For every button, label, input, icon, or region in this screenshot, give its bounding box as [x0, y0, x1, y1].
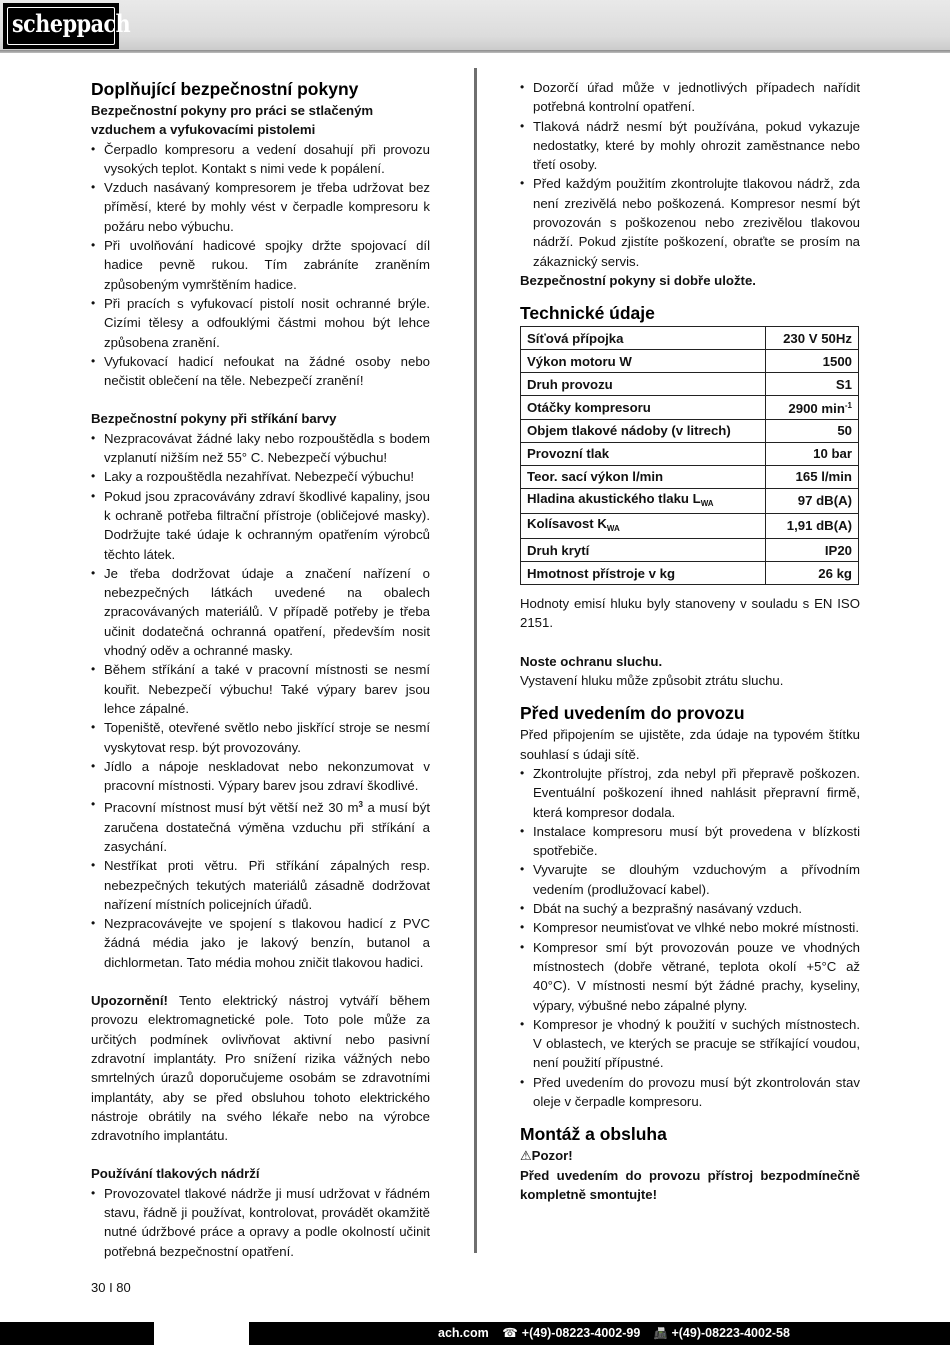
list-item: • Nestříkat proti větru. Při stříkání zápalných resp. nebezpečných tekutých materiálů zásadně dodržovat nařízení místních policejních úřadů.	[91, 856, 430, 914]
spec-row	[521, 562, 859, 585]
spec-value-text: 230 V 50Hz	[783, 330, 852, 346]
spec-label-subscript: WA	[700, 498, 714, 508]
spec-value-superscript: -1	[844, 401, 852, 411]
spec-row	[521, 350, 859, 373]
spec-value	[766, 465, 859, 488]
list-item-room-size	[91, 795, 430, 856]
list-item: • Dozorčí úřad může v jednotlivých případech nařídit potřebná kontrolní opatření.	[520, 78, 860, 117]
spec-value-text: 2900 min	[788, 401, 845, 417]
warning-label: Upozornění!	[91, 993, 168, 1009]
page-number: 30 I 80	[91, 1280, 131, 1295]
spec-label	[521, 539, 766, 562]
spec-label-text: Provozní tlak	[527, 445, 610, 461]
section-title-before-start: Před uvedením do provozu	[520, 703, 745, 724]
list-item: • Zkontrolujte přístroj, zda nebyl při přepravě poškozen. Eventuální poškození ihned nahlásit přepravní firmě, která kompresor dodala.	[520, 764, 860, 822]
spec-label	[521, 442, 766, 465]
footer-gap	[154, 1322, 249, 1345]
subtitle-pressure-tanks: Používání tlakových nádrží	[91, 1166, 260, 1182]
list-item: • Před každým použitím zkontrolujte tlakovou nádrž, zda není zrezivělá nebo poškozená. Kompresor nesmí být provozován s poškozenou nebo zrezivělou tlakovou nádrží. Pokud zjistíte poškození, obraťte se prosím na zákaznický servis.	[520, 174, 860, 270]
spec-value	[766, 327, 859, 350]
list-pressure-tanks	[91, 1184, 430, 1261]
spec-value-text: 1,91 dB(A)	[786, 518, 852, 534]
list-before-start	[520, 764, 860, 1111]
list-item: • Vzduch nasávaný kompresorem je třeba udržovat bez příměsí, které by mohly vést v čerpadle kompresoru k požáru nebo výbuchu.	[91, 178, 430, 236]
list-item: • Pokud jsou zpracovávány zdraví škodlivé kapaliny, jsou k ochraně potřeba filtrační přístroje (obličejové masky). Dodržujte také údaje k ochranným opatřením výrobců těchto látek.	[91, 487, 430, 564]
spec-value-text: 26 kg	[818, 565, 852, 581]
room-text-a: Pracovní místnost musí být větší než 30 m	[104, 800, 359, 816]
hearing-protection-text: Vystavení hluku může způsobit ztrátu sluchu.	[520, 673, 784, 689]
spec-row	[521, 396, 859, 419]
spec-label	[521, 327, 766, 350]
spec-value-text: IP20	[824, 542, 852, 558]
list-item: • Laky a rozpouštědla nezahřívat. Nebezpečí výbuchu!	[91, 467, 430, 486]
spec-label-subscript: WA	[606, 523, 620, 533]
spec-row	[521, 442, 859, 465]
spec-label-text: Hmotnost přístroje v kg	[527, 565, 676, 581]
left-column	[91, 78, 430, 1261]
list-item: • Při uvolňování hadicové spojky držte spojovací díl hadice pevně rukou. Tím zabráníte zraněním způsobeným vymrštěním hadice.	[91, 236, 430, 294]
list-item: • Při pracích s vyfukovací pistolí nosit ochranné brýle. Cizími tělesy a odfouklými částmi mohou být lehce způsobena zranění.	[91, 294, 430, 352]
footer-phone: +(49)-08223-4002-99	[521, 1326, 641, 1340]
spec-label	[521, 396, 766, 419]
spec-label-text: Kolísavost K	[527, 515, 607, 531]
emission-text: Hodnoty emisí hluku byly stanoveny v souladu s EN ISO 2151.	[520, 596, 860, 631]
warning-text: Tento elektrický nástroj vytváří během provozu elektromagnetické pole. Toto pole může za určitých podmínek ovlivňovat aktivní nebo pasivní zdravotní implantáty. Pro snížení rizika vážných nebo smrtelných úrazů doporučujeme osobám se zdravotními implantáty, aby se před obsluhou tohoto elektrického nástroje obrátily na svého lékaře nebo na výrobce zdravotního implantátu.	[91, 993, 430, 1144]
list-item: • Nezpracovávat žádné laky nebo rozpouštědla s bodem vzplanutí nižším než 55° C. Nebezpečí výbuchu!	[91, 429, 430, 468]
spec-row	[521, 488, 859, 513]
spec-label-text: Druh krytí	[527, 542, 590, 558]
spec-label-text: Síťová přípojka	[527, 330, 624, 346]
list-item: • Dbát na suchý a bezprašný nasávaný vzduch.	[520, 899, 860, 918]
section-title-safety: Doplňující bezpečnostní pokyny	[91, 79, 359, 99]
list-item: • Čerpadlo kompresoru a vedení dosahují při provozu vysokých teplot. Kontakt s nimi vede k popálení.	[91, 140, 430, 179]
list-item: • Vyfukovací hadicí nefoukat na žádné osoby nebo nečistit oblečení na těle. Nebezpečí zranění!	[91, 352, 430, 391]
warning-paragraph	[91, 991, 430, 1145]
hearing-protection-heading	[520, 652, 860, 671]
list-paint-spraying	[91, 429, 430, 972]
spec-label-text: Hladina akustického tlaku L	[527, 490, 701, 506]
spec-label	[521, 373, 766, 396]
list-item: • Tlaková nádrž nesmí být používána, pokud vykazuje nedostatky, které by mohly ohrozit zaměstnance nebo třetí osoby.	[520, 117, 860, 175]
fax-icon: 📠	[653, 1328, 668, 1340]
spec-label	[521, 419, 766, 442]
list-compressed-air	[91, 140, 430, 391]
header-rule	[0, 50, 950, 53]
room-text-b: a musí být zaručena dostatečná výměna vzduchu při stříkání a zasychání.	[104, 800, 430, 854]
list-item: • Jídlo a nápoje neskladovat nebo nekonzumovat v pracovní místnosti. Výpary barev jsou zdraví škodlivé.	[91, 757, 430, 796]
spec-label	[521, 488, 766, 513]
list-pressure-tanks-continued	[520, 78, 860, 271]
phone-icon: ☎	[502, 1326, 518, 1340]
brand-logo	[3, 3, 131, 49]
spec-label	[521, 350, 766, 373]
spec-row	[521, 539, 859, 562]
spec-row	[521, 373, 859, 396]
spec-label-text: Výkon motoru W	[527, 353, 632, 369]
spec-value	[766, 419, 859, 442]
technical-data-table	[520, 326, 859, 585]
spec-value	[766, 442, 859, 465]
warning-triangle-icon: ⚠	[520, 1148, 532, 1164]
keep-note-text: Bezpečnostní pokyny si dobře uložte.	[520, 272, 756, 288]
caution-label: Pozor!	[531, 1148, 573, 1164]
subtitle-compressed-air: Bezpečnostní pokyny pro práci se stlačeným vzduchem a vyfukovacími pistolemi	[91, 103, 374, 138]
spec-value	[766, 373, 859, 396]
list-item: • Nezpracovávejte ve spojení s tlakovou hadicí z PVC žádná média jako je lakový benzín, butanol a dichlormetan. Tato média mohou zničit tlakovou hadici.	[91, 914, 430, 972]
spec-label-text: Objem tlakové nádoby (v litrech)	[527, 422, 731, 438]
list-item: • Vyvarujte se dlouhým vzduchovým a přívodním vedením (prodlužovací kabel).	[520, 860, 860, 899]
logo-text: scheppach	[11, 9, 131, 38]
section-title-technical-data: Technické údaje	[520, 303, 655, 324]
spec-value	[766, 488, 859, 513]
list-item: • Kompresor je vhodný k použití v suchých místnostech. V oblastech, ve kterých se pracuje se stříkající voudou, není použití přípustné.	[520, 1015, 860, 1073]
room-superscript: 3	[358, 800, 363, 810]
spec-value-text: S1	[835, 376, 852, 392]
spec-value-text: 1500	[822, 353, 852, 369]
footer-contacts	[438, 1325, 800, 1340]
spec-row	[521, 327, 859, 350]
list-item: • Během stříkání a také v pracovní místnosti se nesmí kouřit. Nebezpečí výbuchu! Také výpary barev jsou lehce zápalné.	[91, 660, 430, 718]
spec-label-text: Teor. sací výkon l/min	[527, 468, 664, 484]
list-item: • Kompresor smí být provozován pouze ve vhodných místnostech (dobře větrané, teplota okolí +5°C až 40°C). V místnosti nesmí být žádné prachy, kyseliny, výpary, výbušné nebo zápalné plyny.	[520, 938, 860, 1015]
hearing-bold: Noste ochranu sluchu.	[520, 653, 663, 669]
footer-fax: +(49)-08223-4002-58	[671, 1326, 790, 1340]
spec-value	[766, 539, 859, 562]
spec-value	[766, 396, 859, 419]
spec-value-text: 165 l/min	[795, 468, 852, 484]
caution-text: Před uvedením do provozu přístroj bezpodmínečně kompletně smontujte!	[520, 1167, 860, 1202]
spec-value	[766, 513, 859, 538]
spec-label	[521, 562, 766, 585]
list-item: • Kompresor neumisťovat ve vlhké nebo mokré místnosti.	[520, 918, 860, 937]
keep-instructions-note	[520, 271, 860, 290]
spec-label-text: Otáčky kompresoru	[527, 399, 651, 415]
spec-row	[521, 419, 859, 442]
before-start-intro: Před připojením se ujistěte, zda údaje na typovém štítku souhlasí s údaji sítě.	[520, 727, 860, 762]
header-band	[0, 0, 950, 52]
list-item: • Topeniště, otevřené světlo nebo jiskřící stroje se nesmí vyskytovat resp. být provozovány.	[91, 718, 430, 757]
spec-value-text: 50	[837, 422, 852, 438]
spec-row	[521, 513, 859, 538]
caution-heading	[520, 1146, 860, 1165]
subtitle-paint-spraying: Bezpečnostní pokyny při stříkání barvy	[91, 411, 337, 427]
spec-label	[521, 465, 766, 488]
spec-label	[521, 513, 766, 538]
spec-row	[521, 465, 859, 488]
list-item: • Je třeba dodržovat údaje a značení nařízení o nebezpečných látkách uvedené na obalech zpracovávaných materiálů. V případě potřeby je třeba učinit dodatečná ochranná opatření, především nosit vhodný oděv a ochranné masky.	[91, 564, 430, 660]
list-item: • Provozovatel tlakové nádrže ji musí udržovat v řádném stavu, řádně ji používat, kontrolovat, provádět okamžitě nutné údržbové práce a opravy a podle okolností učinit potřebná bezpečnostní opatření.	[91, 1184, 430, 1261]
spec-value	[766, 562, 859, 585]
footer-web[interactable]: ach.com	[438, 1326, 489, 1340]
column-divider	[474, 68, 477, 1253]
right-column	[520, 78, 860, 1204]
list-item: • Před uvedením do provozu musí být zkontrolován stav oleje v čerpadle kompresoru.	[520, 1073, 860, 1112]
list-item: • Instalace kompresoru musí být provedena v blízkosti spotřebiče.	[520, 822, 860, 861]
spec-value	[766, 350, 859, 373]
spec-label-text: Druh provozu	[527, 376, 613, 392]
spec-value-text: 10 bar	[813, 445, 852, 461]
spec-value-text: 97 dB(A)	[797, 493, 852, 509]
section-title-assembly: Montáž a obsluha	[520, 1124, 667, 1145]
